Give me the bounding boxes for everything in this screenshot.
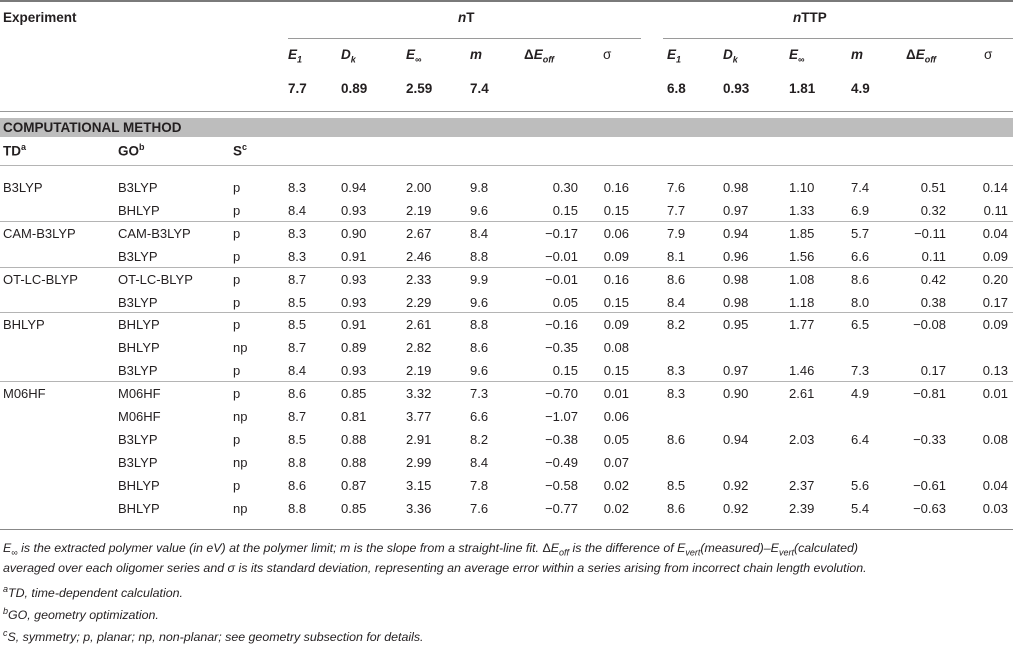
cell-nT-Dk: 0.85	[341, 501, 367, 516]
cell-s: np	[233, 409, 248, 424]
cell-nT-m: 8.8	[470, 317, 489, 332]
cell-td: BHLYP	[3, 317, 45, 332]
cell-nTTP-sigma: 0.09	[982, 317, 1008, 332]
col-header-E1: $E_1$	[288, 47, 303, 65]
cell-nT-Dk: 0.88	[341, 432, 367, 447]
cell-nT-sigma: 0.16	[603, 272, 629, 287]
cell-nT-dEoff: 0.30	[552, 180, 578, 195]
cell-nTTP-E1: 8.1	[667, 249, 686, 264]
cell-nT-Einf: 2.61	[406, 317, 432, 332]
cell-nTTP-dEoff: 0.38	[920, 295, 946, 310]
cell-nT-E1: 8.5	[288, 295, 307, 310]
cell-nT-m: 8.2	[470, 432, 489, 447]
cell-nTTP-E1: 8.6	[667, 432, 686, 447]
cell-nT-Dk: 0.93	[341, 203, 367, 218]
cell-nTTP-sigma: 0.04	[982, 478, 1008, 493]
col-header-Einf: $E_\infty$	[406, 47, 422, 65]
row-group-separator	[0, 221, 1013, 222]
cell-nTTP-Dk: 0.95	[723, 317, 749, 332]
cell-nTTP-dEoff: 0.17	[920, 363, 946, 378]
cell-nTTP-dEoff: 0.51	[920, 180, 946, 195]
cell-nTTP-sigma: 0.08	[982, 432, 1008, 447]
cell-go: B3LYP	[118, 363, 158, 378]
cell-nT-sigma: 0.09	[603, 249, 629, 264]
exp-nT-m: 7.4	[470, 81, 489, 96]
cell-s: p	[233, 363, 241, 378]
section-title: COMPUTATIONAL METHOD	[3, 120, 182, 135]
cell-nTTP-m: 8.6	[851, 272, 870, 287]
cell-nT-m: 7.6	[470, 501, 489, 516]
cell-nT-Dk: 0.88	[341, 455, 367, 470]
cell-nT-sigma: 0.06	[603, 409, 629, 424]
cell-nTTP-dEoff: −0.81	[913, 386, 946, 401]
cell-nTTP-dEoff: −0.33	[913, 432, 946, 447]
cell-nT-Einf: 2.46	[406, 249, 432, 264]
cell-nT-Einf: 2.19	[406, 203, 432, 218]
cell-go: B3LYP	[118, 180, 158, 195]
cell-nT-Einf: 3.36	[406, 501, 432, 516]
cell-nTTP-m: 8.0	[851, 295, 870, 310]
cell-nTTP-m: 6.4	[851, 432, 870, 447]
method-header-go: $GO^b$	[118, 142, 145, 159]
cell-s: p	[233, 226, 241, 241]
cell-nT-sigma: 0.09	[603, 317, 629, 332]
col-header-m-nTTP: m	[851, 47, 864, 62]
cell-nT-Dk: 0.93	[341, 295, 367, 310]
footnote-main-line2: averaged over each oligomer series and σ is its standard deviation, representing an average error within a series arising from incorrect chain length evolution.	[3, 561, 867, 575]
cell-nTTP-Einf: 2.39	[789, 501, 815, 516]
cell-nT-Dk: 0.94	[341, 180, 367, 195]
col-header-Dk-nTTP: $D_k$	[723, 47, 738, 65]
cell-nT-Dk: 0.91	[341, 317, 367, 332]
cell-nT-sigma: 0.15	[603, 203, 629, 218]
cell-nT-sigma: 0.16	[603, 180, 629, 195]
footnote-b: $^b$GO, geometry optimization.	[3, 606, 159, 623]
cell-nT-E1: 8.7	[288, 409, 307, 424]
cell-nTTP-m: 4.9	[851, 386, 870, 401]
cell-nT-E1: 8.8	[288, 455, 307, 470]
cell-go: BHLYP	[118, 317, 160, 332]
col-header-dEoff-nTTP: $\Delta E_{off}$	[906, 47, 937, 65]
cell-nT-E1: 8.3	[288, 249, 307, 264]
cell-nT-m: 9.9	[470, 272, 489, 287]
cell-nTTP-E1: 8.5	[667, 478, 686, 493]
exp-nTTP-Einf: 1.81	[789, 81, 816, 96]
cell-nT-dEoff: −0.35	[545, 340, 578, 355]
cell-nTTP-Dk: 0.94	[723, 226, 749, 241]
cell-nT-dEoff: −0.38	[545, 432, 578, 447]
cell-nTTP-E1: 8.3	[667, 386, 686, 401]
cell-nT-dEoff: −1.07	[545, 409, 578, 424]
cell-go: BHLYP	[118, 203, 160, 218]
cell-nT-E1: 8.4	[288, 203, 307, 218]
cell-nT-E1: 8.7	[288, 272, 307, 287]
cell-nTTP-sigma: 0.11	[983, 203, 1008, 218]
cell-go: BHLYP	[118, 501, 160, 516]
header-bottom-rule	[0, 111, 1013, 112]
cell-nTTP-Dk: 0.97	[723, 203, 749, 218]
cell-go: B3LYP	[118, 249, 158, 264]
cell-s: p	[233, 478, 241, 493]
table-top-rule	[0, 0, 1013, 2]
cell-s: p	[233, 432, 241, 447]
group-rule-nTTP	[663, 38, 1013, 39]
cell-nTTP-Einf: 1.77	[789, 317, 815, 332]
footnote-c: $^c$S, symmetry; p, planar; np, non-planar; see geometry subsection for details.	[3, 628, 424, 645]
cell-nTTP-dEoff: 0.42	[920, 272, 946, 287]
cell-td: M06HF	[3, 386, 46, 401]
cell-nTTP-dEoff: −0.63	[913, 501, 946, 516]
cell-nTTP-Dk: 0.90	[723, 386, 749, 401]
cell-nTTP-Einf: 1.85	[789, 226, 815, 241]
cell-nTTP-Einf: 1.10	[789, 180, 815, 195]
row-group-separator	[0, 267, 1013, 268]
cell-nTTP-m: 6.9	[851, 203, 870, 218]
cell-s: np	[233, 455, 248, 470]
group-header-nTTP: nTTP	[793, 10, 827, 25]
cell-nTTP-Einf: 1.33	[789, 203, 815, 218]
cell-nTTP-sigma: 0.13	[982, 363, 1008, 378]
cell-s: p	[233, 272, 241, 287]
cell-nTTP-Einf: 1.56	[789, 249, 815, 264]
cell-nTTP-Einf: 1.18	[789, 295, 815, 310]
cell-nTTP-dEoff: 0.11	[921, 249, 946, 264]
cell-nTTP-E1: 7.6	[667, 180, 686, 195]
cell-s: np	[233, 340, 248, 355]
cell-td: B3LYP	[3, 180, 43, 195]
exp-nT-Dk: 0.89	[341, 81, 368, 96]
cell-nT-Dk: 0.91	[341, 249, 367, 264]
cell-nT-Einf: 2.29	[406, 295, 432, 310]
cell-go: M06HF	[118, 409, 161, 424]
cell-nT-m: 7.8	[470, 478, 489, 493]
cell-nT-E1: 8.5	[288, 432, 307, 447]
experiment-label: Experiment	[3, 10, 77, 25]
cell-go: B3LYP	[118, 432, 158, 447]
row-group-separator	[0, 312, 1013, 313]
col-header-sigma-nTTP: σ	[984, 47, 993, 62]
cell-nT-m: 8.4	[470, 226, 489, 241]
cell-go: B3LYP	[118, 455, 158, 470]
cell-nTTP-m: 5.6	[851, 478, 870, 493]
cell-nT-Dk: 0.90	[341, 226, 367, 241]
cell-td: OT-LC-BLYP	[3, 272, 78, 287]
cell-nT-Einf: 2.19	[406, 363, 432, 378]
cell-nT-Dk: 0.85	[341, 386, 367, 401]
cell-nT-dEoff: 0.15	[552, 203, 578, 218]
cell-nT-Dk: 0.93	[341, 363, 367, 378]
cell-nTTP-Dk: 0.94	[723, 432, 749, 447]
cell-s: p	[233, 317, 241, 332]
method-header-rule	[0, 165, 1013, 166]
cell-nT-m: 9.6	[470, 203, 489, 218]
cell-td: CAM-B3LYP	[3, 226, 76, 241]
cell-nTTP-Dk: 0.98	[723, 272, 749, 287]
exp-nT-E1: 7.7	[288, 81, 307, 96]
cell-nT-sigma: 0.15	[603, 363, 629, 378]
cell-go: CAM-B3LYP	[118, 226, 191, 241]
cell-nTTP-E1: 8.6	[667, 272, 686, 287]
cell-nT-Einf: 3.32	[406, 386, 432, 401]
cell-nTTP-Dk: 0.98	[723, 180, 749, 195]
method-header-td: $TD^a$	[3, 142, 27, 159]
cell-nTTP-E1: 8.3	[667, 363, 686, 378]
cell-nTTP-sigma: 0.04	[982, 226, 1008, 241]
exp-nTTP-m: 4.9	[851, 81, 870, 96]
cell-nTTP-dEoff: 0.32	[920, 203, 946, 218]
cell-nT-Einf: 2.91	[406, 432, 432, 447]
col-header-sigma: σ	[603, 47, 612, 62]
cell-nTTP-m: 5.7	[851, 226, 870, 241]
cell-nTTP-E1: 8.4	[667, 295, 686, 310]
cell-s: np	[233, 501, 248, 516]
cell-s: p	[233, 180, 241, 195]
footnote-main-line1: $E_\infty$ is the extracted polymer value (in eV) at the polymer limit; m is the slope from a straight-line fit. $\Delta E_{off}$ is the difference of $E_{vert}(measured)-E_{vert}(calculated)$	[3, 541, 858, 558]
cell-nT-dEoff: 0.15	[552, 363, 578, 378]
cell-nT-dEoff: −0.49	[545, 455, 578, 470]
cell-nT-dEoff: −0.58	[545, 478, 578, 493]
cell-nT-sigma: 0.02	[603, 478, 629, 493]
cell-nTTP-sigma: 0.17	[982, 295, 1008, 310]
group-rule-nT	[288, 38, 641, 39]
cell-nT-m: 8.4	[470, 455, 489, 470]
exp-nT-Einf: 2.59	[406, 81, 433, 96]
cell-nTTP-sigma: 0.14	[982, 180, 1008, 195]
cell-nT-Dk: 0.87	[341, 478, 367, 493]
cell-nT-sigma: 0.01	[603, 386, 629, 401]
cell-nTTP-m: 7.4	[851, 180, 870, 195]
cell-nT-Dk: 0.81	[341, 409, 367, 424]
group-header-nT: nT	[458, 10, 475, 25]
cell-nT-sigma: 0.07	[603, 455, 629, 470]
exp-nTTP-Dk: 0.93	[723, 81, 750, 96]
cell-nTTP-Einf: 1.46	[789, 363, 815, 378]
cell-nTTP-E1: 8.2	[667, 317, 686, 332]
cell-nT-sigma: 0.05	[603, 432, 629, 447]
cell-nTTP-dEoff: −0.61	[913, 478, 946, 493]
cell-nTTP-Dk: 0.96	[723, 249, 749, 264]
cell-nTTP-dEoff: −0.08	[913, 317, 946, 332]
cell-go: M06HF	[118, 386, 161, 401]
cell-nTTP-Dk: 0.98	[723, 295, 749, 310]
cell-nT-Einf: 3.15	[406, 478, 432, 493]
cell-nT-E1: 8.6	[288, 386, 307, 401]
cell-nTTP-Dk: 0.92	[723, 478, 749, 493]
cell-go: OT-LC-BLYP	[118, 272, 193, 287]
cell-go: BHLYP	[118, 340, 160, 355]
cell-nTTP-E1: 7.7	[667, 203, 686, 218]
cell-nT-m: 9.6	[470, 363, 489, 378]
cell-nTTP-m: 6.6	[851, 249, 870, 264]
cell-nT-m: 8.6	[470, 340, 489, 355]
cell-nTTP-m: 7.3	[851, 363, 870, 378]
table-bottom-rule	[0, 529, 1013, 530]
cell-nTTP-Dk: 0.97	[723, 363, 749, 378]
cell-nT-dEoff: −0.01	[545, 272, 578, 287]
cell-nT-Einf: 2.00	[406, 180, 432, 195]
col-header-Einf-nTTP: $E_\infty$	[789, 47, 805, 65]
cell-nT-Einf: 2.82	[406, 340, 432, 355]
cell-nTTP-Einf: 2.03	[789, 432, 815, 447]
cell-nT-dEoff: −0.77	[545, 501, 578, 516]
cell-nTTP-m: 6.5	[851, 317, 870, 332]
cell-nTTP-E1: 8.6	[667, 501, 686, 516]
cell-nTTP-sigma: 0.01	[982, 386, 1008, 401]
cell-nT-dEoff: 0.05	[552, 295, 578, 310]
cell-nT-sigma: 0.02	[603, 501, 629, 516]
cell-nTTP-sigma: 0.03	[982, 501, 1008, 516]
cell-nTTP-sigma: 0.20	[982, 272, 1008, 287]
cell-nT-E1: 8.8	[288, 501, 307, 516]
cell-nT-m: 8.8	[470, 249, 489, 264]
cell-nTTP-m: 5.4	[851, 501, 870, 516]
col-header-m: m	[470, 47, 483, 62]
cell-nT-sigma: 0.06	[603, 226, 629, 241]
cell-nTTP-Dk: 0.92	[723, 501, 749, 516]
col-header-Dk: $D_k$	[341, 47, 356, 65]
method-header-s: $S^c$	[233, 142, 248, 159]
cell-nT-m: 9.8	[470, 180, 489, 195]
cell-nT-dEoff: −0.01	[545, 249, 578, 264]
cell-s: p	[233, 386, 241, 401]
cell-s: p	[233, 295, 241, 310]
cell-nT-m: 7.3	[470, 386, 489, 401]
cell-nTTP-Einf: 2.37	[789, 478, 815, 493]
cell-nT-Dk: 0.93	[341, 272, 367, 287]
cell-nT-Einf: 3.77	[406, 409, 432, 424]
cell-nT-m: 9.6	[470, 295, 489, 310]
exp-nTTP-E1: 6.8	[667, 81, 686, 96]
cell-nTTP-E1: 7.9	[667, 226, 686, 241]
cell-nTTP-sigma: 0.09	[982, 249, 1008, 264]
cell-nT-dEoff: −0.17	[545, 226, 578, 241]
cell-nTTP-Einf: 2.61	[789, 386, 815, 401]
footnote-a: $^a$TD, time-dependent calculation.	[3, 584, 183, 601]
cell-nTTP-dEoff: −0.11	[914, 226, 946, 241]
row-group-separator	[0, 381, 1013, 382]
cell-go: B3LYP	[118, 295, 158, 310]
cell-nT-Einf: 2.67	[406, 226, 432, 241]
cell-nT-E1: 8.7	[288, 340, 307, 355]
cell-nT-Dk: 0.89	[341, 340, 367, 355]
cell-nT-E1: 8.5	[288, 317, 307, 332]
cell-s: p	[233, 249, 241, 264]
col-header-dEoff: $\Delta E_{off}$	[524, 47, 555, 65]
cell-nT-m: 6.6	[470, 409, 489, 424]
col-header-E1-nTTP: $E_1$	[667, 47, 682, 65]
cell-nT-dEoff: −0.70	[545, 386, 578, 401]
cell-nT-E1: 8.3	[288, 226, 307, 241]
cell-nT-dEoff: −0.16	[545, 317, 578, 332]
cell-s: p	[233, 203, 241, 218]
cell-nT-E1: 8.3	[288, 180, 307, 195]
cell-nTTP-Einf: 1.08	[789, 272, 815, 287]
cell-nT-E1: 8.6	[288, 478, 307, 493]
cell-nT-Einf: 2.33	[406, 272, 432, 287]
cell-nT-sigma: 0.08	[603, 340, 629, 355]
cell-nT-sigma: 0.15	[603, 295, 629, 310]
cell-go: BHLYP	[118, 478, 160, 493]
cell-nT-Einf: 2.99	[406, 455, 432, 470]
cell-nT-E1: 8.4	[288, 363, 307, 378]
